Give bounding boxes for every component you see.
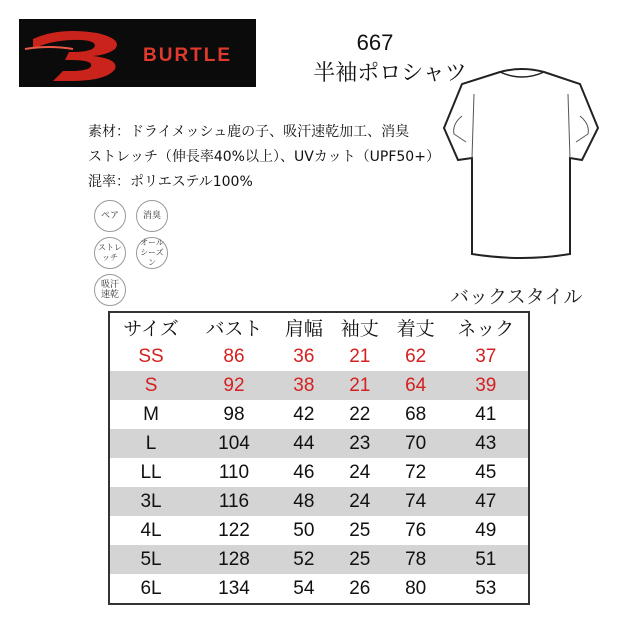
table-row [109, 371, 529, 400]
table-cell: 134 [218, 577, 250, 599]
table-row [109, 574, 529, 604]
table-row [109, 342, 529, 371]
table-cell: 44 [293, 432, 315, 454]
table-cell: 64 [405, 374, 427, 396]
table-cell: M [143, 403, 159, 425]
table-cell: 62 [405, 345, 427, 367]
table-cell: 104 [218, 432, 250, 454]
table-cell: 49 [475, 519, 497, 541]
product-description [88, 120, 448, 195]
table-cell: 52 [293, 548, 315, 570]
table-cell: 116 [218, 490, 250, 512]
table-cell: 38 [293, 374, 315, 396]
table-row [109, 487, 529, 516]
table-cell: LL [140, 461, 162, 483]
size-table-header [109, 312, 529, 342]
header-size: サイズ [123, 319, 179, 340]
table-cell: 39 [475, 374, 497, 396]
table-row [109, 400, 529, 429]
brand-name: BURTLE [143, 45, 233, 66]
size-table [108, 311, 530, 605]
badge-all-season: オール シーズン [136, 237, 168, 269]
table-cell: 25 [349, 519, 371, 541]
header-bust: バスト [205, 319, 263, 340]
badge-sweat-absorb: 吸汗 速乾 [94, 274, 126, 306]
table-cell: 23 [349, 432, 371, 454]
model-number: 667 [356, 30, 394, 55]
table-cell: 26 [349, 577, 371, 599]
back-style-label: バックスタイル [450, 286, 583, 308]
table-cell: 74 [405, 490, 427, 512]
header-sleeve: 袖丈 [340, 319, 379, 340]
table-cell: 92 [223, 374, 245, 396]
header-length: 着丈 [396, 319, 435, 340]
table-cell: 128 [218, 548, 250, 570]
table-cell: SS [138, 345, 164, 367]
table-cell: 37 [475, 345, 497, 367]
table-cell: 86 [223, 345, 245, 367]
table-cell: 51 [475, 548, 497, 570]
brand-logo [19, 19, 256, 87]
table-cell: 21 [349, 374, 371, 396]
table-cell: 122 [218, 519, 250, 541]
table-row [109, 458, 529, 487]
table-cell: 24 [349, 490, 371, 512]
header-neck: ネック [457, 319, 515, 340]
table-cell: 80 [405, 577, 427, 599]
table-cell: 68 [405, 403, 427, 425]
table-cell: S [144, 374, 158, 396]
badge-pair: ペア [94, 200, 126, 232]
table-cell: 25 [349, 548, 371, 570]
table-cell: 78 [405, 548, 427, 570]
table-cell: 98 [223, 403, 245, 425]
table-cell: 72 [405, 461, 427, 483]
badge-stretch: ストレッチ [94, 237, 126, 269]
shirt-back-illustration [440, 64, 600, 274]
table-cell: 70 [405, 432, 427, 454]
table-row [109, 516, 529, 545]
table-cell: 46 [293, 461, 315, 483]
description-line: ストレッチ（伸長率40%以上）、UVカット（UPF50+） [88, 149, 440, 165]
table-cell: 50 [293, 519, 315, 541]
table-cell: 24 [349, 461, 371, 483]
table-row [109, 429, 529, 458]
table-cell: 22 [349, 403, 371, 425]
table-cell: 36 [293, 345, 315, 367]
badge-deodorant: 消臭 [136, 200, 168, 232]
table-cell: 54 [293, 577, 315, 599]
table-cell: 21 [349, 345, 371, 367]
table-cell: 47 [475, 490, 497, 512]
table-cell: 48 [293, 490, 315, 512]
table-cell: 76 [405, 519, 427, 541]
table-cell: 110 [218, 461, 250, 483]
table-cell: 6L [140, 577, 162, 599]
table-cell: 3L [140, 490, 162, 512]
table-row [109, 545, 529, 574]
table-cell: 5L [140, 548, 162, 570]
table-cell: L [145, 432, 157, 454]
table-cell: 4L [140, 519, 162, 541]
table-cell: 53 [475, 577, 497, 599]
header-shoulder: 肩幅 [284, 319, 323, 340]
product-name: 半袖ポロシャツ [313, 61, 467, 86]
table-cell: 42 [293, 403, 315, 425]
description-line: 素材：ドライメッシュ鹿の子、吸汗速乾加工、消臭 [88, 124, 410, 140]
table-cell: 41 [475, 403, 497, 425]
table-cell: 45 [475, 461, 497, 483]
description-line: 混率：ポリエステル100% [88, 174, 253, 190]
table-cell: 43 [475, 432, 497, 454]
